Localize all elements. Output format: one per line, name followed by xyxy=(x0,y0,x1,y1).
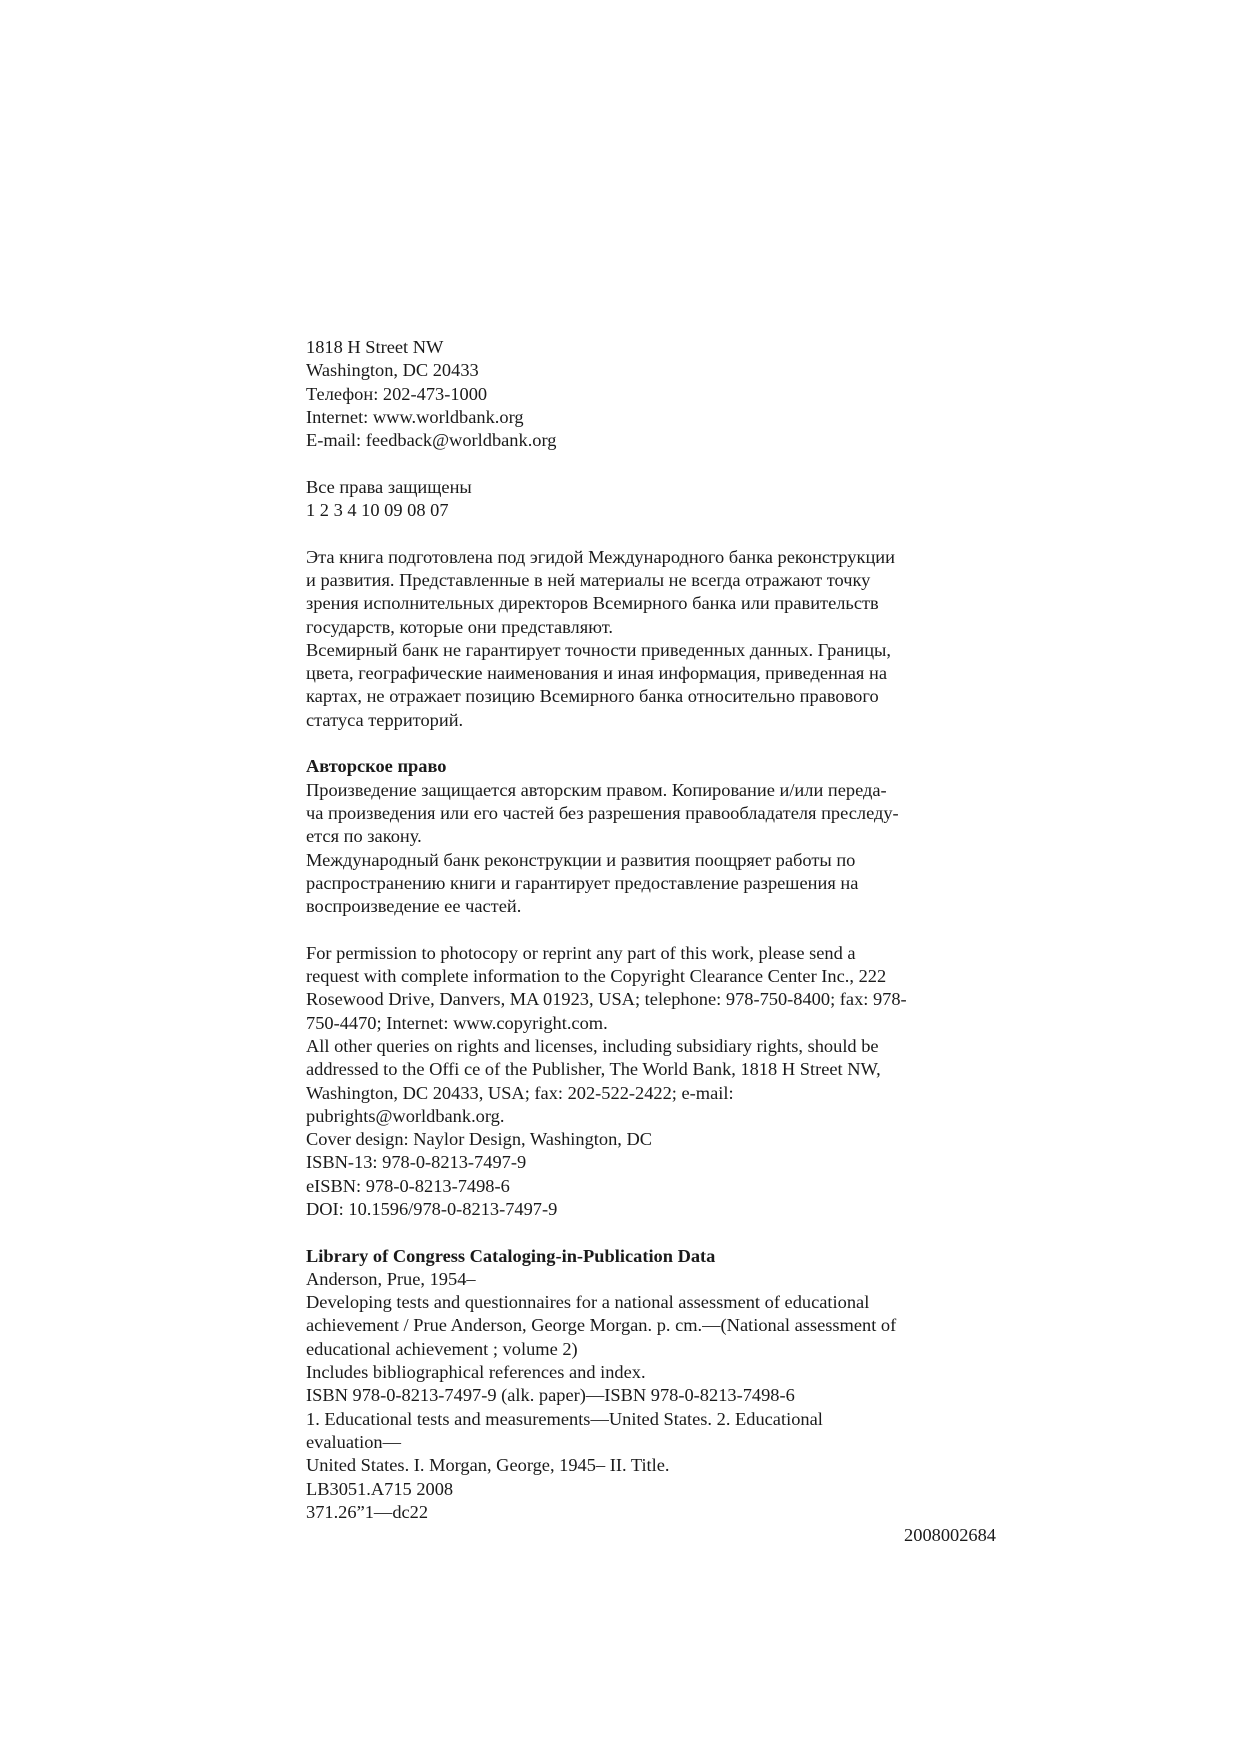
rights-line: Все права защищены xyxy=(306,476,472,497)
copyright-line: распространению книги и гарантирует предоставление разрешения на xyxy=(306,872,859,893)
cataloging-section xyxy=(306,1245,996,1548)
cataloging-line: evaluation— xyxy=(306,1431,401,1452)
permissions-line: pubrights@worldbank.org. xyxy=(306,1105,505,1126)
permissions-line: 750-4470; Internet: www.copyright.com. xyxy=(306,1012,608,1033)
cataloging-heading: Library of Congress Cataloging-in-Publication Data xyxy=(306,1245,716,1266)
address-line: Washington, DC 20433 xyxy=(306,360,479,381)
record-number: 2008002684 xyxy=(904,1525,996,1546)
cataloging-line: Anderson, Prue, 1954– xyxy=(306,1268,476,1289)
permissions-line: ISBN-13: 978-0-8213-7497-9 xyxy=(306,1152,527,1173)
rights-line: 1 2 3 4 10 09 08 07 xyxy=(306,500,449,521)
disclaimer-line: картах, не отражает позицию Всемирного банка относительно правового xyxy=(306,686,879,707)
permissions-line: For permission to photocopy or reprint any part of this work, please send a xyxy=(306,942,856,963)
disclaimer-line: Всемирный банк не гарантирует точности приведенных данных. Границы, xyxy=(306,639,891,660)
publisher-address xyxy=(306,336,996,452)
cataloging-line: Developing tests and questionnaires for a national assessment of educational xyxy=(306,1292,870,1313)
permissions-line: Washington, DC 20433, USA; fax: 202-522-2422; e-mail: xyxy=(306,1082,734,1103)
copyright-line: ча произведения или его частей без разрешения правообладателя преследу- xyxy=(306,802,899,823)
copyright-line: воспроизведение ее частей. xyxy=(306,896,522,917)
cataloging-line: 1. Educational tests and measurements—United States. 2. Educational xyxy=(306,1408,823,1429)
cataloging-line: 371.26”1—dc22 xyxy=(306,1501,429,1522)
rights-notice xyxy=(306,476,996,523)
address-line: Internet: www.worldbank.org xyxy=(306,406,524,427)
permissions-line: eISBN: 978-0-8213-7498-6 xyxy=(306,1175,510,1196)
permissions-line: addressed to the Offi ce of the Publisher, The World Bank, 1818 H Street NW, xyxy=(306,1059,881,1080)
cataloging-line: United States. I. Morgan, George, 1945– II. Title. xyxy=(306,1455,670,1476)
cataloging-line: achievement / Prue Anderson, George Morgan. p. cm.—(National assessment of xyxy=(306,1315,897,1336)
cataloging-line: ISBN 978-0-8213-7497-9 (alk. paper)—ISBN 978-0-8213-7498-6 xyxy=(306,1385,795,1406)
disclaimer-line: Эта книга подготовлена под эгидой Международного банка реконструкции xyxy=(306,546,895,567)
permissions-line: All other queries on rights and licenses, including subsidiary rights, should be xyxy=(306,1035,879,1056)
disclaimer-line: цвета, географические наименования и иная информация, приведенная на xyxy=(306,663,887,684)
address-line: Телефон: 202-473-1000 xyxy=(306,383,488,404)
copyright-line: Международный банк реконструкции и развития поощряет работы по xyxy=(306,849,856,870)
address-line: E-mail: feedback@worldbank.org xyxy=(306,430,557,451)
permissions-line: Rosewood Drive, Danvers, MA 01923, USA; telephone: 978-750-8400; fax: 978- xyxy=(306,989,907,1010)
disclaimer-line: статуса территорий. xyxy=(306,709,464,730)
permissions-line: request with complete information to the Copyright Clearance Center Inc., 222 xyxy=(306,966,887,987)
disclaimer-line: и развития. Представленные в ней материалы не всегда отражают точку xyxy=(306,569,871,590)
cataloging-line: educational achievement ; volume 2) xyxy=(306,1338,578,1359)
copyright-section xyxy=(306,755,996,918)
copyright-line: Произведение защищается авторским правом. Копирование и/или переда- xyxy=(306,779,887,800)
disclaimer-line: государств, которые они представляют. xyxy=(306,616,613,637)
permissions-line: Cover design: Naylor Design, Washington, DC xyxy=(306,1129,653,1150)
permissions-line: DOI: 10.1596/978-0-8213-7497-9 xyxy=(306,1198,558,1219)
disclaimer xyxy=(306,546,996,732)
cataloging-line: LB3051.A715 2008 xyxy=(306,1478,454,1499)
disclaimer-line: зрения исполнительных директоров Всемирного банка или правительств xyxy=(306,593,879,614)
permissions-section xyxy=(306,942,996,1222)
copyright-page xyxy=(306,336,996,1547)
address-line: 1818 H Street NW xyxy=(306,337,444,357)
cataloging-line: Includes bibliographical references and index. xyxy=(306,1362,646,1383)
copyright-heading: Авторское право xyxy=(306,756,447,777)
copyright-line: ется по закону. xyxy=(306,826,422,847)
